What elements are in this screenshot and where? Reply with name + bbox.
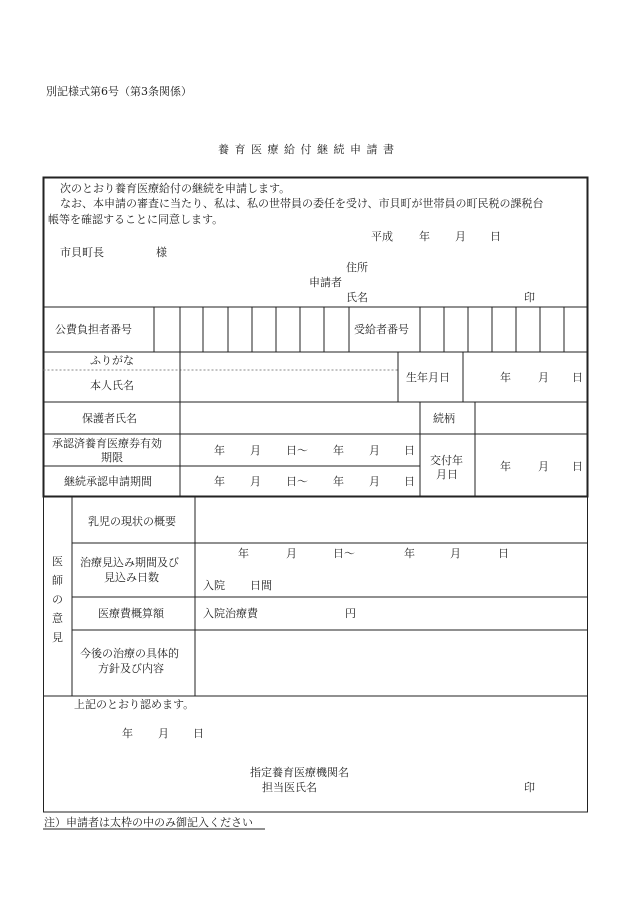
issue-day-label: 日 bbox=[572, 460, 583, 473]
yen-label: 円 bbox=[345, 607, 356, 620]
approved-end-month: 月 bbox=[369, 444, 380, 457]
addressee-honorific: 様 bbox=[156, 246, 167, 259]
continuation-start-day: 日〜 bbox=[286, 475, 308, 488]
treatment-end-month: 月 bbox=[450, 547, 461, 560]
footnote: 注）申請者は太枠の中のみ御記入ください bbox=[44, 816, 253, 829]
recipient-number-label: 受給者番号 bbox=[354, 323, 409, 336]
issue-month-label: 月 bbox=[538, 460, 549, 473]
treatment-end-day: 日 bbox=[498, 547, 509, 560]
doctor-label-char-4: 意 bbox=[52, 612, 63, 625]
hospitalization-days-label: 日間 bbox=[250, 579, 272, 592]
medical-cost-label: 医療費概算額 bbox=[98, 607, 164, 620]
approved-start-month: 月 bbox=[250, 444, 261, 457]
address-label: 住所 bbox=[346, 261, 368, 274]
birth-month-label: 月 bbox=[538, 371, 549, 384]
continuation-end-month: 月 bbox=[369, 475, 380, 488]
infant-status-label: 乳児の現状の概要 bbox=[88, 515, 176, 528]
approved-start-year: 年 bbox=[214, 444, 225, 457]
page-title: 養 育 医 療 給 付 継 続 申 請 書 bbox=[218, 143, 395, 156]
approved-period-label-1: 承認済養育医療券有効 bbox=[52, 437, 162, 450]
doctor-label-char-1: 医 bbox=[52, 555, 63, 568]
approval-day-label: 日 bbox=[193, 727, 204, 740]
continuation-start-month: 月 bbox=[250, 475, 261, 488]
hospitalization-label: 入院 bbox=[203, 579, 225, 592]
treatment-period-label-2: 見込み日数 bbox=[104, 571, 159, 584]
intro-line-3: 帳等を確認することに同意します。 bbox=[48, 213, 224, 226]
applicant-label: 申請者 bbox=[309, 276, 342, 289]
doctor-label-char-3: の bbox=[52, 593, 63, 606]
approval-statement: 上記のとおり認めます。 bbox=[74, 698, 195, 711]
approved-end-year: 年 bbox=[333, 444, 344, 457]
treatment-policy-label-1: 今後の治療の具体的 bbox=[80, 647, 179, 660]
treatment-start-day: 日〜 bbox=[333, 547, 355, 560]
issue-date-label-2: 月日 bbox=[436, 468, 458, 481]
treatment-start-year: 年 bbox=[238, 547, 249, 560]
issue-year-label: 年 bbox=[500, 460, 511, 473]
doctor-label-char-5: 見 bbox=[52, 631, 63, 644]
date-day-label: 日 bbox=[490, 230, 501, 243]
name-label: 氏名 bbox=[346, 291, 368, 304]
furigana-label: ふりがな bbox=[90, 354, 134, 367]
applicant-seal: 印 bbox=[524, 291, 535, 304]
doctor-name-label: 担当医氏名 bbox=[262, 781, 317, 794]
date-year-label: 年 bbox=[419, 230, 430, 243]
person-name-label: 本人氏名 bbox=[90, 379, 134, 392]
date-era: 平成 bbox=[371, 230, 393, 243]
issue-date-label-1: 交付年 bbox=[430, 454, 463, 467]
treatment-start-month: 月 bbox=[286, 547, 297, 560]
doctor-seal: 印 bbox=[524, 781, 535, 794]
guardian-name-label: 保護者氏名 bbox=[82, 412, 137, 425]
hospital-cost-label: 入院治療費 bbox=[203, 607, 258, 620]
institution-label: 指定養育医療機関名 bbox=[250, 766, 349, 779]
birth-day-label: 日 bbox=[572, 371, 583, 384]
approved-period-label-2: 期限 bbox=[101, 451, 123, 464]
intro-line-2: なお、本申請の審査に当たり、私は、私の世帯員の委任を受け、市貝町が世帯員の町民税の課税台 bbox=[60, 197, 544, 210]
approval-month-label: 月 bbox=[158, 727, 169, 740]
form-number: 別記様式第6号（第3条関係） bbox=[46, 85, 192, 98]
date-month-label: 月 bbox=[455, 230, 466, 243]
continuation-end-day: 日 bbox=[404, 475, 415, 488]
continuation-start-year: 年 bbox=[214, 475, 225, 488]
approved-end-day: 日 bbox=[404, 444, 415, 457]
approved-start-day: 日〜 bbox=[286, 444, 308, 457]
continuation-period-label: 継続承認申請期間 bbox=[64, 475, 152, 488]
treatment-period-label-1: 治療見込み期間及び bbox=[80, 556, 179, 569]
relationship-label: 続柄 bbox=[433, 412, 455, 425]
birth-year-label: 年 bbox=[500, 371, 511, 384]
approval-year-label: 年 bbox=[122, 727, 133, 740]
public-burden-number-label: 公費負担者番号 bbox=[55, 323, 132, 336]
birth-date-label: 生年月日 bbox=[406, 371, 450, 384]
continuation-end-year: 年 bbox=[333, 475, 344, 488]
treatment-policy-label-2: 方針及び内容 bbox=[98, 662, 164, 675]
addressee: 市貝町長 bbox=[60, 246, 104, 259]
treatment-end-year: 年 bbox=[404, 547, 415, 560]
intro-line-1: 次のとおり養育医療給付の継続を申請します。 bbox=[60, 182, 291, 195]
doctor-label-char-2: 師 bbox=[52, 574, 63, 587]
